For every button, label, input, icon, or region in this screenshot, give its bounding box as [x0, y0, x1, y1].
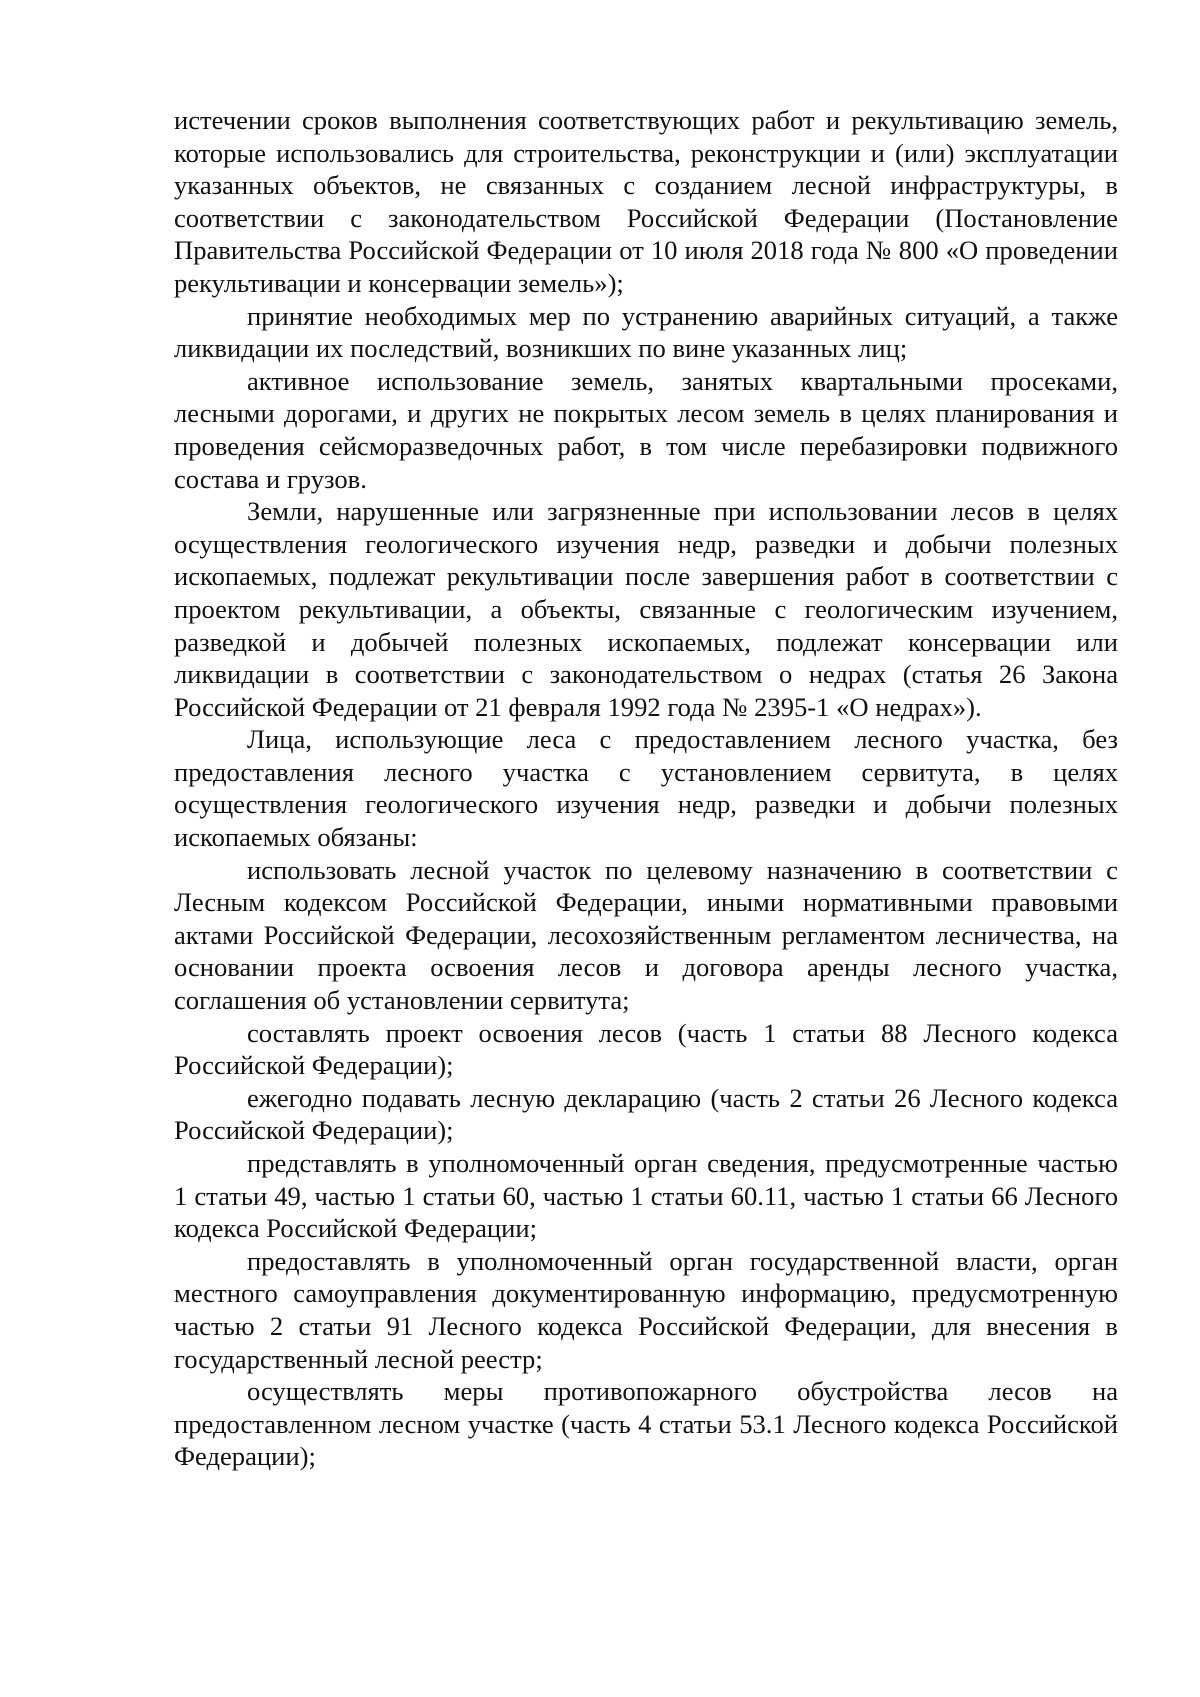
paragraph-obligations-intro: Лица, использующие леса с предоставлением лесного участка, без предоставления лесного участка с установлением сервитута, в целях осуществления геологического изучения недр, разведки и добычи полезных ископаемых обязаны:: [174, 724, 1118, 853]
paragraph-land-use: активное использование земель, занятых квартальными просеками, лесными дорогами, и других не покрытых лесом земель в целях планирования и проведения сейсморазведочных работ, в том числе перебазировки подвижного состава и грузов.: [174, 365, 1118, 494]
paragraph-continuation: истечении сроков выполнения соответствующих работ и рекультивацию земель, которые использовались для строительства, реконструкции и (или) эксплуатации указанных объектов, не связанных с созданием лесной инфраструктуры, в соответствии с законодательством Российской Федерации (Постановление Правительства Российской Федерации от 10 июля 2018 года № 800 «О проведении рекультивации и консервации земель»);: [174, 105, 1118, 298]
paragraph-obligation-declaration: ежегодно подавать лесную декларацию (часть 2 статьи 26 Лесного кодекса Российской Федерации);: [174, 1082, 1118, 1146]
paragraph-obligation-fire-safety: осуществлять меры противопожарного обустройства лесов на предоставленном лесном участке (часть 4 статьи 53.1 Лесного кодекса Российской Федерации);: [174, 1376, 1118, 1472]
paragraph-obligation-project: составлять проект освоения лесов (часть 1 статьи 88 Лесного кодекса Российской Федерации);: [174, 1017, 1118, 1081]
paragraph-emergency-measures: принятие необходимых мер по устранению аварийных ситуаций, а также ликвидации их последствий, возникших по вине указанных лиц;: [174, 300, 1118, 364]
paragraph-obligation-purpose: использовать лесной участок по целевому назначению в соответствии с Лесным кодексом Российской Федерации, иными нормативными правовыми актами Российской Федерации, лесохозяйственным регламентом лесничества, на основании проекта освоения лесов и договора аренды лесного участка, соглашения об установлении сервитута;: [174, 854, 1118, 1016]
paragraph-recultivation: Земли, нарушенные или загрязненные при использовании лесов в целях осуществления геологического изучения недр, разведки и добычи полезных ископаемых, подлежат рекультивации после завершения работ в соответствии с проектом рекультивации, а объекты, связанные с геологическим изучением, разведкой и добычей полезных ископаемых, подлежат консервации или ликвидации в соответствии с законодательством о недрах (статья 26 Закона Российской Федерации от 21 февраля 1992 года № 2395-1 «О недрах»).: [174, 496, 1118, 722]
paragraph-obligation-reporting: представлять в уполномоченный орган сведения, предусмотренные частью 1 статьи 49, частью 1 статьи 60, частью 1 статьи 60.11, частью 1 статьи 66 Лесного кодекса Российской Федерации;: [174, 1148, 1118, 1244]
paragraph-obligation-registry: предоставлять в уполномоченный орган государственной власти, орган местного самоуправления документированную информацию, предусмотренную частью 2 статьи 91 Лесного кодекса Российской Федерации, для внесения в государственный лесной реестр;: [174, 1245, 1118, 1374]
document-page: [174, 104, 1118, 1473]
